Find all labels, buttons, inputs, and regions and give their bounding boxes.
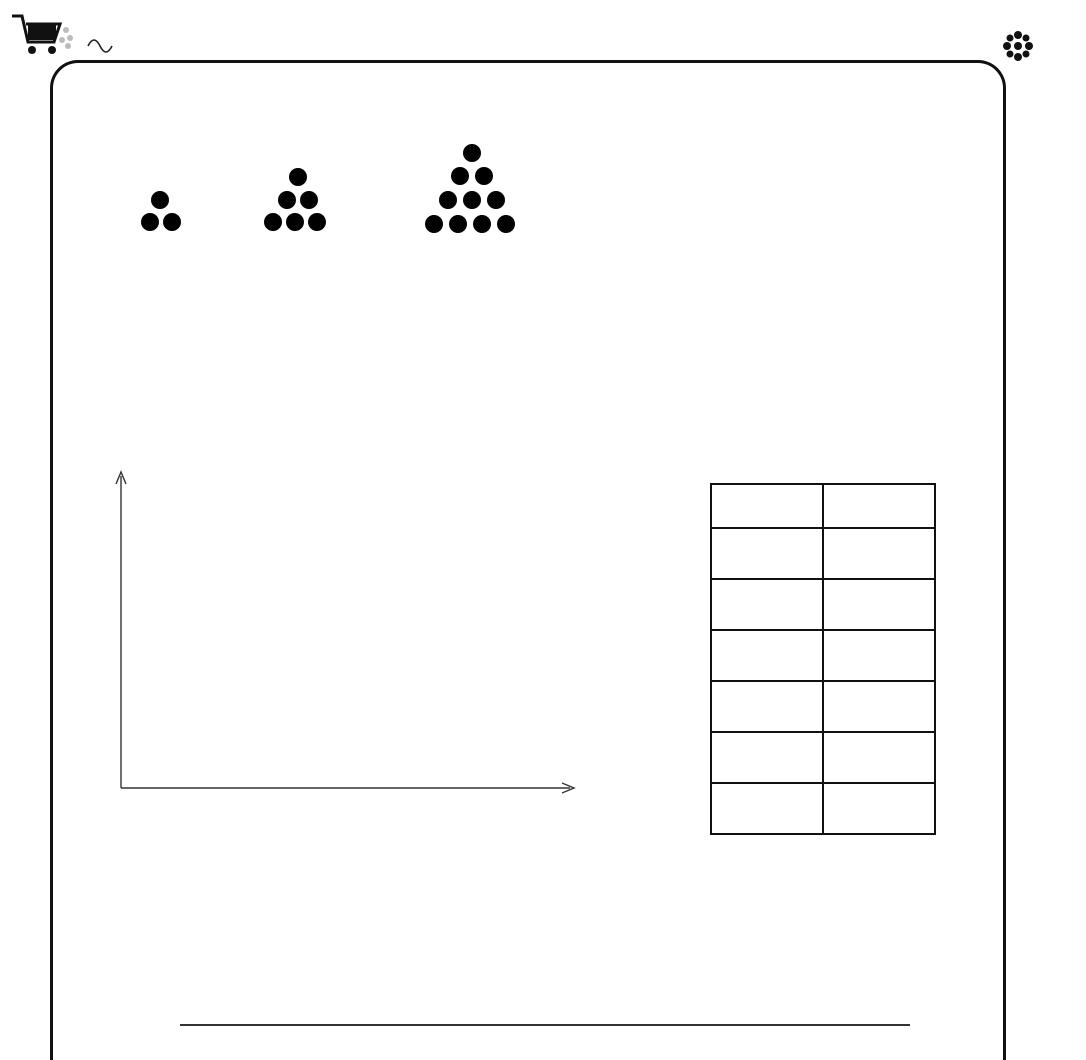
dot-pattern-figure [120,140,540,240]
year-cell [823,579,935,630]
dot [463,144,481,162]
bottom-divider [180,1024,910,1026]
year-cell [823,732,935,783]
table-row [711,528,935,579]
dot [141,213,159,231]
dot [487,191,505,209]
dot [451,167,469,185]
dot [439,191,457,209]
dot [425,215,443,233]
price-cell [711,783,823,834]
option-c[interactable] [470,312,476,336]
price-cell [711,528,823,579]
price-table [710,483,936,835]
top-ornament-border [84,24,984,64]
dot [163,213,181,231]
price-cell [711,579,823,630]
dot [151,191,169,209]
table-row [711,681,935,732]
year-cell [823,681,935,732]
empty-line-chart-axes [100,466,590,806]
year-cell [823,528,935,579]
right-ornament-border [1006,60,1086,1027]
option-a[interactable] [915,312,921,336]
year-cell [823,630,935,681]
price-cell [711,630,823,681]
dot [264,213,282,231]
dot [497,215,515,233]
year-cell [823,783,935,834]
flower-ornament-icon [998,26,1038,66]
dot [286,213,304,231]
header-price [711,484,823,528]
dot [473,215,491,233]
table-row [711,630,935,681]
price-cell [711,681,823,732]
header-year [823,484,935,528]
dot [475,167,493,185]
option-b[interactable] [685,312,691,336]
dot [278,191,296,209]
table-row [711,732,935,783]
table-row [711,579,935,630]
dot [289,168,307,186]
table-row [711,783,935,834]
dot [300,191,318,209]
dot [449,215,467,233]
dot [463,191,481,209]
option-d[interactable] [265,312,271,336]
dot [308,213,326,231]
price-cell [711,732,823,783]
table-header-row [711,484,935,528]
